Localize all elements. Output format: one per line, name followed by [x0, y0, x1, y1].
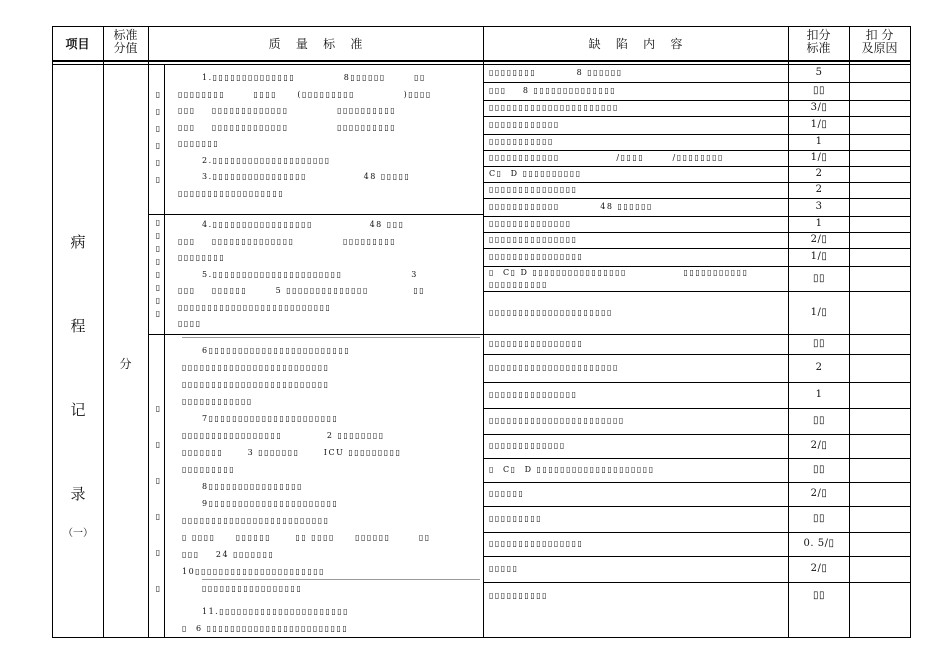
- item-char-4: 录: [70, 485, 86, 503]
- quality-side-mark: ▯: [155, 404, 161, 413]
- defect-row-divider: [483, 458, 910, 459]
- defect-row-divider: [483, 248, 910, 249]
- defect-text: ▯▯▯▯▯▯▯▯▯▯▯▯▯: [489, 441, 566, 450]
- deduct-score: 3: [815, 201, 823, 212]
- quality-line: 3.▯▯▯▯▯▯▯▯▯▯▯▯▯▯▯▯ 48 ▯▯▯▯▯: [202, 172, 411, 181]
- header-std-score-line2: 分值: [113, 41, 138, 55]
- defect-row-divider: [483, 100, 910, 101]
- quality-line: ▯▯▯▯▯▯▯▯▯▯▯▯▯▯▯▯▯ 2 ▯▯▯▯▯▯▯▯: [182, 431, 385, 440]
- header-reason-line2: 及原因: [861, 41, 898, 55]
- deduct-score: 1/▯: [810, 306, 828, 318]
- quality-line: 4.▯▯▯▯▯▯▯▯▯▯▯▯▯▯▯▯▯ 48 ▯▯▯: [202, 220, 405, 229]
- deduct-score: 3/▯: [810, 102, 828, 113]
- defect-row-divider: [483, 532, 910, 533]
- col-divider-std-score: [148, 26, 149, 638]
- defect-row-divider: [483, 334, 910, 335]
- quality-line: ▯▯▯ ▯▯▯▯▯▯ 5 ▯▯▯▯▯▯▯▯▯▯▯▯▯▯ ▯▯: [178, 286, 426, 295]
- deduct-score: 2/▯: [810, 488, 828, 499]
- quality-side-mark: ▯: [155, 283, 161, 292]
- quality-side-mark: ▯: [155, 244, 161, 253]
- header-deduct-line2: 标准: [806, 41, 831, 55]
- quality-line: ▯▯▯▯▯▯▯▯▯: [182, 465, 236, 474]
- defect-text: ▯▯▯▯▯▯▯▯▯▯▯▯ 48 ▯▯▯▯▯▯: [489, 202, 653, 211]
- defect-row-divider: [483, 82, 910, 83]
- defect-row-divider: [483, 382, 910, 383]
- deduct-score: ▯▯: [812, 85, 825, 96]
- quality-line: ▯▯▯▯▯▯▯: [178, 139, 220, 148]
- deduct-score: 1/▯: [810, 251, 828, 262]
- quality-side-mark: ▯: [155, 231, 161, 240]
- header-quality: 质 量 标 准: [268, 37, 363, 51]
- defect-row-divider: [483, 434, 910, 435]
- quality-side-mark: ▯: [155, 476, 161, 485]
- deduct-score: 1: [815, 389, 823, 400]
- defect-text: ▯▯▯▯▯▯▯▯▯▯▯▯▯▯▯: [489, 235, 578, 244]
- defect-text: ▯▯▯▯▯▯▯▯ 8 ▯▯▯▯▯▯: [489, 68, 623, 77]
- quality-line: ▯ ▯▯▯▯ ▯▯▯▯▯▯ ▯▯ ▯▯▯▯ ▯▯▯▯▯▯ ▯▯: [182, 533, 431, 542]
- defect-text: ▯▯▯▯▯▯▯▯▯▯▯▯▯▯▯: [489, 390, 578, 399]
- defect-text: ▯▯▯▯▯▯▯▯▯▯▯: [489, 137, 554, 146]
- deduct-score: ▯▯: [812, 464, 825, 475]
- quality-line: ▯▯▯▯▯▯▯▯: [178, 253, 226, 262]
- defect-row-divider: [483, 482, 910, 483]
- quality-line: ▯▯▯▯▯▯▯▯▯▯▯▯▯▯▯▯▯: [202, 584, 303, 593]
- defect-text: ▯▯▯▯▯▯▯▯▯▯▯▯▯▯: [489, 219, 572, 228]
- evaluation-form: [52, 26, 911, 638]
- deduct-score: 2: [815, 168, 823, 179]
- quality-line: ▯▯▯▯▯▯▯▯▯▯▯▯▯▯▯▯▯▯: [178, 188, 285, 198]
- quality-line: ▯▯▯ 24 ▯▯▯▯▯▯▯: [182, 550, 275, 559]
- quality-side-mark: ▯: [155, 175, 161, 184]
- quality-line: ▯▯▯ ▯▯▯▯▯▯▯▯▯▯▯▯▯▯ ▯▯▯▯▯▯▯▯▯: [178, 236, 397, 246]
- deduct-score: 2: [815, 184, 823, 195]
- defect-text: ▯▯▯▯▯▯▯▯▯▯▯▯▯▯▯▯▯▯▯▯▯▯▯: [489, 416, 625, 425]
- quality-line: ▯▯▯▯: [178, 319, 202, 328]
- quality-line: 11.▯▯▯▯▯▯▯▯▯▯▯▯▯▯▯▯▯▯▯▯▯▯: [202, 607, 350, 616]
- defect-text: ▯▯▯▯▯: [489, 564, 519, 573]
- defect-text: ▯▯▯▯▯▯▯▯▯▯▯▯▯▯▯: [489, 185, 578, 194]
- deduct-score: ▯▯: [812, 272, 825, 284]
- std-score-char: 分: [119, 357, 132, 371]
- defect-text: ▯▯▯▯▯▯▯▯▯▯: [489, 591, 549, 600]
- quality-side-divider-lower: [164, 334, 165, 638]
- quality-line: ▯▯▯▯▯▯▯ 3 ▯▯▯▯▯▯▯ ICU ▯▯▯▯▯▯▯▯▯: [182, 448, 402, 457]
- header-deduct-std: [788, 29, 849, 55]
- deduct-score: 1/▯: [810, 119, 828, 130]
- quality-line: ▯▯▯▯▯▯▯▯▯▯▯▯▯▯▯▯▯▯▯▯▯▯▯▯▯▯: [178, 302, 332, 312]
- quality-side-mark: ▯: [155, 90, 161, 99]
- defect-row-divider: [483, 506, 910, 507]
- quality-line: ▯▯▯ ▯▯▯▯▯▯▯▯▯▯▯▯▯ ▯▯▯▯▯▯▯▯▯▯: [178, 106, 397, 115]
- header-deduct-reason: [849, 29, 910, 55]
- quality-side-mark: ▯: [155, 124, 161, 133]
- quality-side-mark: ▯: [155, 512, 161, 521]
- deduct-score: 5: [815, 67, 823, 78]
- deduct-score: 1/▯: [810, 152, 828, 163]
- deduct-score: ▯▯: [812, 415, 825, 426]
- deduct-score: 2/▯: [810, 563, 828, 574]
- defect-row-divider: [483, 291, 910, 292]
- header-item: 项目: [65, 37, 90, 51]
- quality-line: ▯▯▯▯▯▯▯▯▯▯▯▯▯▯▯▯▯▯▯▯▯▯▯▯▯: [182, 363, 330, 372]
- defect-text: ▯▯▯▯▯▯▯▯▯▯▯▯▯▯▯▯: [489, 252, 584, 261]
- quality-block-gray-rule-2: [202, 579, 480, 580]
- deduct-score: ▯▯: [812, 338, 825, 349]
- deduct-score: 2/▯: [810, 234, 828, 245]
- quality-block-separator-2: [148, 334, 483, 335]
- quality-side-mark: ▯: [155, 584, 161, 593]
- quality-side-mark: ▯: [155, 141, 161, 150]
- item-subtitle: （一）: [63, 528, 93, 539]
- quality-side-mark: ▯: [155, 440, 161, 449]
- table-bottom-border: [52, 637, 911, 638]
- defect-text: C▯ D ▯▯▯▯▯▯▯▯▯▯: [489, 169, 582, 178]
- defect-text-line2: ▯▯▯▯▯▯▯▯▯▯: [489, 280, 549, 289]
- item-char-1: 病: [70, 233, 86, 251]
- defect-text: ▯▯▯ 8 ▯▯▯▯▯▯▯▯▯▯▯▯▯▯: [489, 86, 617, 95]
- quality-line: ▯▯▯▯▯▯▯▯▯▯▯▯▯▯▯▯▯▯▯▯▯▯▯▯▯: [182, 516, 330, 525]
- deduct-score: 1: [815, 136, 823, 147]
- deduct-score: ▯▯: [812, 590, 825, 601]
- quality-side-mark: ▯: [155, 257, 161, 266]
- deduct-score: 0. 5/▯: [803, 538, 835, 549]
- deduct-score: 1: [815, 218, 823, 229]
- quality-side-mark: ▯: [155, 548, 161, 557]
- header-double-rule: [52, 64, 911, 65]
- item-char-3: 记: [70, 401, 86, 419]
- quality-line: ▯▯▯ ▯▯▯▯▯▯▯▯▯▯▯▯▯ ▯▯▯▯▯▯▯▯▯▯: [178, 122, 397, 132]
- header-std-score: [103, 29, 148, 55]
- defect-row-divider: [483, 582, 910, 583]
- quality-line: ▯ 6 ▯▯▯▯▯▯▯▯▯▯▯▯▯▯▯▯▯▯▯▯▯▯▯▯: [182, 624, 349, 633]
- defect-text: ▯▯▯▯▯▯▯▯▯: [489, 514, 543, 523]
- defect-row-divider: [483, 266, 910, 267]
- defect-row-divider: [483, 166, 910, 167]
- defect-text: ▯▯▯▯▯▯▯▯▯▯▯▯▯▯▯▯: [489, 339, 584, 348]
- quality-line: 9▯▯▯▯▯▯▯▯▯▯▯▯▯▯▯▯▯▯▯▯▯▯: [202, 499, 339, 508]
- defect-row-divider: [483, 216, 910, 217]
- quality-block-gray-rule: [182, 337, 480, 338]
- table-top-border: [52, 26, 911, 27]
- quality-side-mark: ▯: [155, 309, 161, 318]
- quality-block-separator-1: [148, 214, 483, 215]
- col-divider-right: [910, 26, 911, 638]
- defect-text: ▯▯▯▯▯▯▯▯▯▯▯▯ /▯▯▯▯ /▯▯▯▯▯▯▯▯: [489, 153, 724, 162]
- quality-line: ▯▯▯▯▯▯▯▯▯▯▯▯: [182, 397, 253, 406]
- quality-side-mark: ▯: [155, 296, 161, 305]
- defect-row-divider: [483, 182, 910, 183]
- defect-row-divider: [483, 198, 910, 199]
- quality-side-divider: [164, 64, 165, 334]
- defect-text: ▯ C▯ D ▯▯▯▯▯▯▯▯▯▯▯▯▯▯▯▯▯▯▯▯: [489, 465, 655, 474]
- defect-row-divider: [483, 134, 910, 135]
- defect-row-divider: [483, 354, 910, 355]
- defect-row-divider: [483, 232, 910, 233]
- defect-text: ▯▯▯▯▯▯▯▯▯▯▯▯▯▯▯▯▯▯▯▯▯: [489, 307, 613, 317]
- deduct-score: ▯▯: [812, 513, 825, 524]
- deduct-score: 2: [815, 362, 823, 373]
- quality-side-mark: ▯: [155, 218, 161, 227]
- quality-line: ▯▯▯▯▯▯▯▯ ▯▯▯▯ (▯▯▯▯▯▯▯▯▯ )▯▯▯▯: [178, 89, 432, 99]
- quality-line: 2.▯▯▯▯▯▯▯▯▯▯▯▯▯▯▯▯▯▯▯▯: [202, 155, 331, 165]
- quality-line: 5.▯▯▯▯▯▯▯▯▯▯▯▯▯▯▯▯▯▯▯▯▯▯ 3: [202, 269, 418, 279]
- quality-side-mark: ▯: [155, 158, 161, 167]
- header-deduct-line1: 扣分: [806, 28, 831, 42]
- defect-text: ▯ C▯ D ▯▯▯▯▯▯▯▯▯▯▯▯▯▯▯▯ ▯▯▯▯▯▯▯▯▯▯▯: [489, 268, 749, 277]
- header-std-score-line1: 标准: [113, 28, 138, 42]
- defect-text: ▯▯▯▯▯▯▯▯▯▯▯▯▯▯▯▯: [489, 539, 584, 548]
- quality-line: 10▯▯▯▯▯▯▯▯▯▯▯▯▯▯▯▯▯▯▯▯▯▯: [182, 567, 326, 576]
- defect-text: ▯▯▯▯▯▯▯▯▯▯▯▯▯▯▯▯▯▯▯▯▯▯: [489, 103, 619, 112]
- header-bottom-rule: [52, 60, 911, 62]
- item-char-2: 程: [70, 317, 86, 335]
- quality-line: 6▯▯▯▯▯▯▯▯▯▯▯▯▯▯▯▯▯▯▯▯▯▯▯▯: [202, 346, 351, 355]
- defect-text: ▯▯▯▯▯▯▯▯▯▯▯▯▯▯▯▯▯▯▯▯▯▯: [489, 363, 619, 372]
- defect-row-divider: [483, 556, 910, 557]
- defect-row-divider: [483, 116, 910, 117]
- quality-line: 8▯▯▯▯▯▯▯▯▯▯▯▯▯▯▯▯: [202, 482, 304, 491]
- quality-line: ▯▯▯▯▯▯▯▯▯▯▯▯▯▯▯▯▯▯▯▯▯▯▯▯▯: [182, 380, 330, 389]
- defect-row-divider: [483, 408, 910, 409]
- quality-line: 1.▯▯▯▯▯▯▯▯▯▯▯▯▯▯ 8▯▯▯▯▯▯ ▯▯: [202, 73, 426, 82]
- quality-side-mark: ▯: [155, 270, 161, 279]
- quality-side-mark: ▯: [155, 107, 161, 116]
- deduct-score: 2/▯: [810, 440, 828, 451]
- quality-line: 7▯▯▯▯▯▯▯▯▯▯▯▯▯▯▯▯▯▯▯▯▯▯: [202, 414, 339, 423]
- header-defect: 缺 陷 内 容: [588, 37, 683, 51]
- defect-text: ▯▯▯▯▯▯: [489, 489, 525, 498]
- header-reason-line1: 扣 分: [865, 28, 894, 42]
- defect-text: ▯▯▯▯▯▯▯▯▯▯▯▯: [489, 120, 560, 129]
- col-divider-quality: [483, 26, 484, 638]
- defect-row-divider: [483, 150, 910, 151]
